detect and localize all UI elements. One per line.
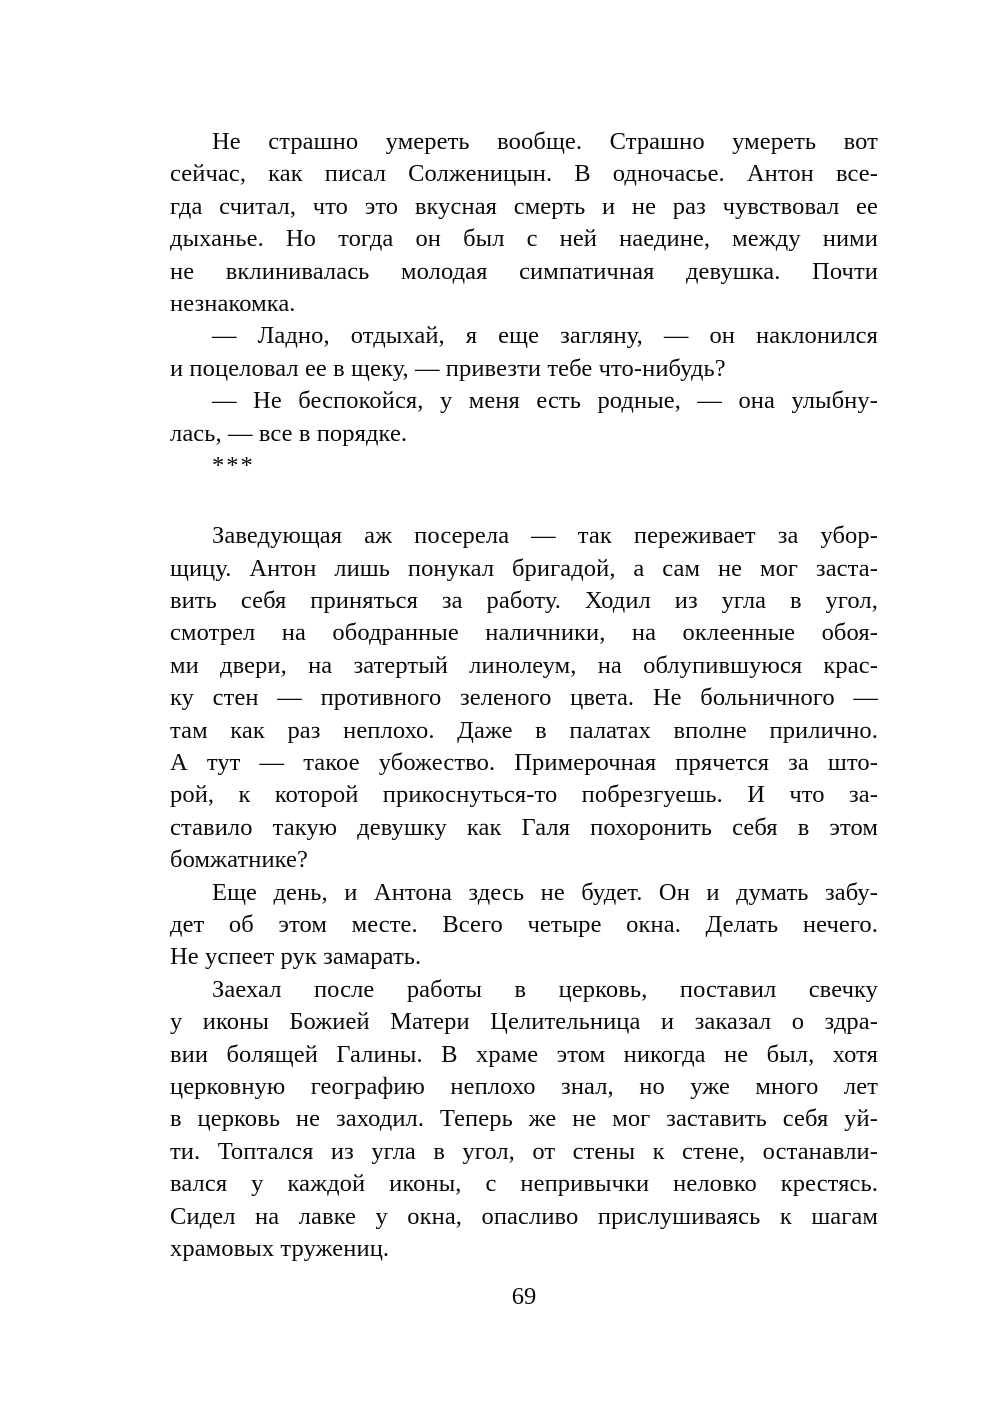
- text-line: и поцеловал ее в щеку, — привезти тебе что-нибудь?: [170, 354, 726, 382]
- text-line: Заехал после работы в церковь, поставил свечку: [212, 975, 878, 1003]
- text-line: Заведующая аж посерела — так переживает за убор-: [212, 522, 878, 550]
- text-line: бомжатнике?: [170, 846, 308, 874]
- text-line: ставило такую девушку как Галя похоронить себя в этом: [170, 813, 878, 841]
- text-line: ми двери, на затертый линолеум, на облупившуюся крас-: [170, 651, 878, 679]
- text-line: ку стен — противного зеленого цвета. Не больничного —: [170, 684, 878, 712]
- paragraph: [170, 126, 878, 320]
- paragraph: [170, 520, 878, 876]
- text-line: у иконы Божией Матери Целительница и заказал о здра-: [170, 1008, 878, 1036]
- text-line: сейчас, как писал Солженицын. В одночасье. Антон все-: [170, 160, 878, 188]
- text-line: рой, к которой прикоснуться-то побрезгуешь. И что за-: [170, 781, 878, 809]
- text-line: — Ладно, отдыхай, я еще загляну, — он наклонился: [212, 322, 878, 350]
- text-line: А тут — такое убожество. Примерочная прячется за што-: [170, 749, 878, 777]
- page-number: 69: [511, 1283, 537, 1310]
- text-line: церковную географию неплохо знал, но уже много лет: [170, 1072, 878, 1100]
- text-line: вался у каждой иконы, с непривычки неловко крестясь.: [170, 1170, 878, 1198]
- text-line: там как раз неплохо. Даже в палатах вполне прилично.: [170, 716, 878, 744]
- text-line: Не страшно умереть вообще. Страшно умереть вот: [212, 128, 878, 155]
- text-line: незнакомка.: [170, 289, 296, 317]
- section-gap: [170, 482, 878, 520]
- text-line: Сидел на лавке у окна, опасливо прислушиваясь к шагам: [170, 1202, 878, 1230]
- text-line: не вклинивалась молодая симпатичная девушка. Почти: [170, 257, 878, 285]
- paragraph-dialogue: [170, 320, 878, 385]
- paragraph: [170, 974, 878, 1266]
- text-line: дет об этом месте. Всего четыре окна. Делать нечего.: [170, 910, 878, 938]
- text-line: — Не беспокойся, у меня есть родные, — она улыбну-: [212, 387, 878, 415]
- text-block: [170, 126, 878, 1265]
- paragraph-dialogue: [170, 385, 878, 450]
- text-line: Не успеет рук замарать.: [170, 943, 422, 971]
- text-line: гда считал, что это вкусная смерть и не раз чувствовал ее: [170, 192, 878, 220]
- text-line: вии болящей Галины. В храме этом никогда не был, хотя: [170, 1040, 878, 1068]
- text-line: смотрел на ободранные наличники, на оклеенные обоя-: [170, 619, 878, 647]
- text-line: ти. Топтался из угла в угол, от стены к стене, останавли-: [170, 1137, 878, 1165]
- text-line: храмовых тружениц.: [170, 1234, 390, 1262]
- text-line: Еще день, и Антона здесь не будет. Он и думать забу-: [212, 878, 878, 906]
- text-line: дыханье. Но тогда он был с ней наедине, между ними: [170, 225, 878, 253]
- text-line: лась, — все в порядке.: [170, 419, 408, 447]
- text-line: вить себя приняться за работу. Ходил из угла в угол,: [170, 587, 878, 615]
- paragraph: [170, 877, 878, 974]
- text-line: щицу. Антон лишь понукал бригадой, а сам не мог заста-: [170, 554, 878, 582]
- section-separator: ***: [212, 451, 255, 479]
- text-line: в церковь не заходил. Теперь же не мог заставить себя уй-: [170, 1105, 878, 1133]
